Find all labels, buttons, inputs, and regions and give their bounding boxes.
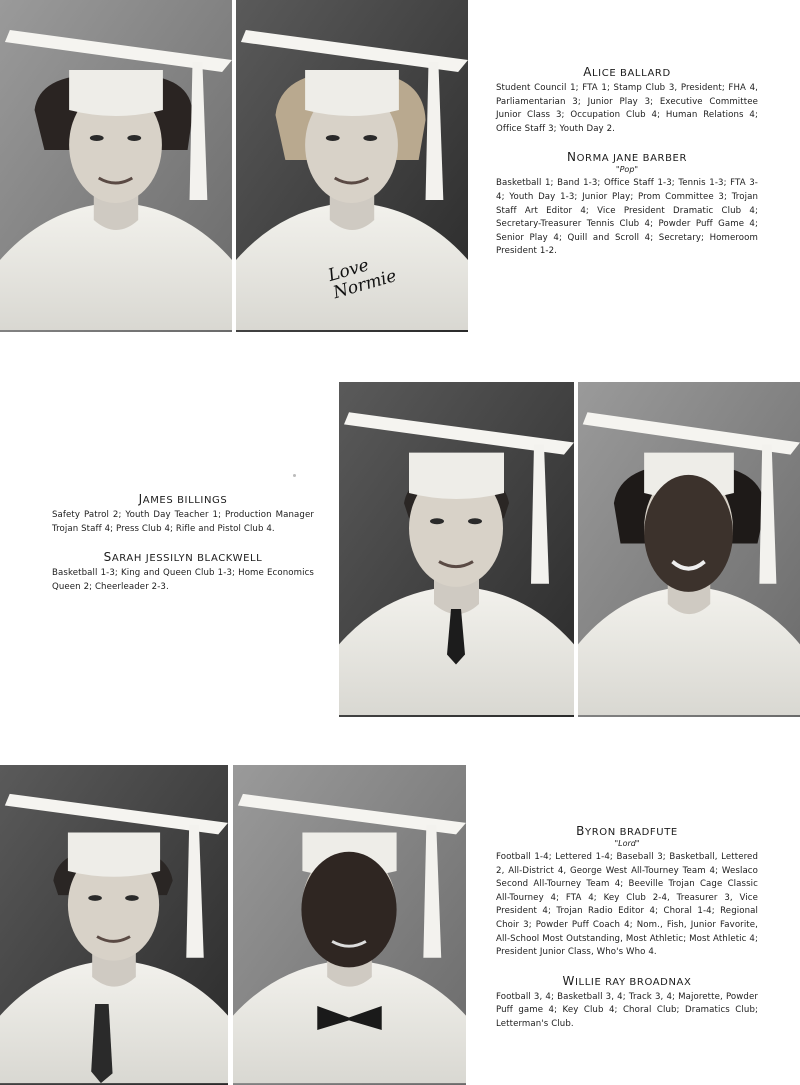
bio-entry xyxy=(496,974,758,1032)
bio-entry xyxy=(496,824,758,960)
student-name: WILLIE RAY BROADNAX xyxy=(562,973,692,988)
student-name: NORMA JANE BARBER xyxy=(566,150,687,165)
portrait-willie-ray-broadnax xyxy=(233,765,466,1085)
student-activities: Basketball 1; Band 1-3; Office Staff 1-3; Tennis 1-3; FTA 3-4; Youth Day 1-3; Junior Play; Prom Committee 3; Trojan Staff Art Editor 4; Vice President Dramatic Club 4; Secretary-Treasurer Tennis Club 4; Powder Puff Game 4; Senior Play 4; Quill and Scroll 4; Secretary; Homeroom President 1-2. xyxy=(496,178,758,257)
bio-entry xyxy=(52,550,314,594)
portrait-sarah-jessilyn-blackwell xyxy=(578,382,800,717)
student-activities: Safety Patrol 2; Youth Day Teacher 1; Production Manager Trojan Staff 4; Press Club 4; Rifle and Pistol Club 4. xyxy=(52,510,314,534)
speck xyxy=(293,474,296,477)
student-activities: Football 1-4; Lettered 1-4; Baseball 3; Basketball, Lettered 2, All-District 4, George West All-Tourney Team 4; Weslaco Second All-Tourney Team 4; Beeville Trojan Cage Classic All-Tourney 4; FTA 4; Key Club 2-4, Treasurer 3, Vice President 4; Trojan Radio Editor 4; Choral 1-4; Regional Choir 3; Powder Puff Coach 4; Nom., Fish, Junior Favorite, All-School Most Outstanding, Most Athletic; Most Athletic 4; President Junior Class, Who's Who 4. xyxy=(496,852,758,958)
student-nickname: "Lord" xyxy=(614,839,640,848)
bio-block-top xyxy=(496,65,758,273)
bio-entry xyxy=(52,492,314,536)
student-name: SARAH JESSILYN BLACKWELL xyxy=(103,550,263,565)
bio-entry xyxy=(496,65,758,136)
student-name: BYRON BRADFUTE xyxy=(576,824,678,838)
student-activities: Basketball 1-3; King and Queen Club 1-3; Home Economics Queen 2; Cheerleader 2-3. xyxy=(52,568,314,592)
portrait-byron-bradfute xyxy=(0,765,228,1085)
student-activities: Student Council 1; FTA 1; Stamp Club 3, President; FHA 4, Parliamentarian 3; Junior Play 3; Executive Committee Junior Class 3; Occupation Club 4; Human Relations 4; Office Staff 3; Youth Day 2. xyxy=(496,83,758,134)
portrait-alice-ballard xyxy=(0,0,232,332)
bio-block-middle xyxy=(52,492,314,608)
bio-entry xyxy=(496,150,758,259)
student-nickname: "Pop" xyxy=(615,165,639,175)
portrait-james-billings xyxy=(339,382,574,717)
student-activities: Football 3, 4; Basketball 3, 4; Track 3, 4; Majorette, Powder Puff game 4; Key Club 4; Choral Club; Dramatics Club; Letterman's Club. xyxy=(496,991,758,1029)
handwritten-signature: Love Normie xyxy=(326,255,399,304)
bio-block-bottom xyxy=(496,824,758,1046)
student-name: JAMES BILLINGS xyxy=(138,492,228,506)
student-name: ALICE BALLARD xyxy=(583,65,671,79)
